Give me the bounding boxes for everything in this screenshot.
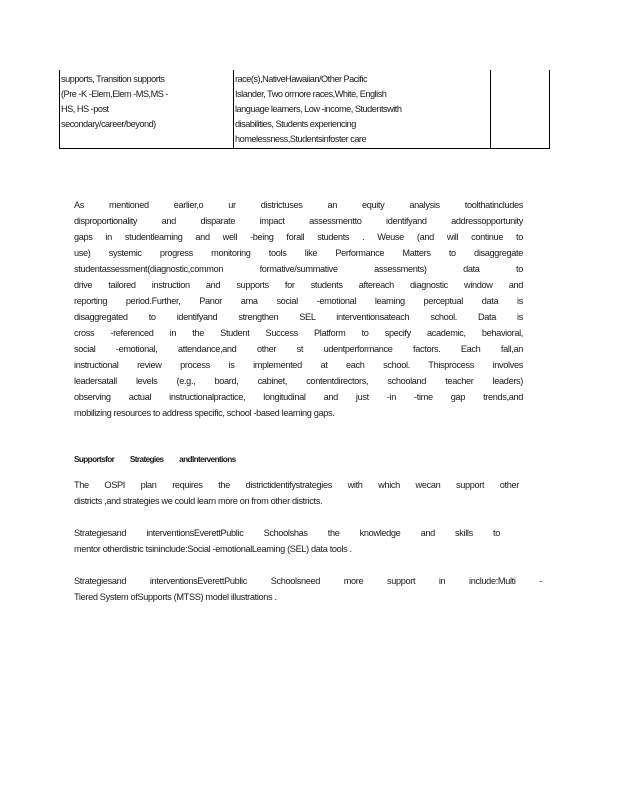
table-cell-student-groups <box>234 70 491 149</box>
text-line: districts ,and strategies we could learn more on from other districts. <box>74 496 323 506</box>
text-line: disproportionality and disparate impact assessmentto identifyand addressopportunity <box>74 216 523 226</box>
cell-line: supports, Transition supports <box>61 74 165 84</box>
table-cell-empty <box>491 70 550 149</box>
text-line: The OSPI plan requires the districtidentifystrategies with which wecan support other <box>74 480 519 490</box>
table-fragment <box>59 70 550 149</box>
text-line: reporting period.Further, Panor ama social -emotional learning perceptual data is <box>74 296 523 306</box>
table-cell-supports <box>60 70 234 149</box>
text-line: observing actual instructionalpractice, longitudinal and just -in -time gap trends,and <box>74 392 523 402</box>
text-line: Strategiesand interventionsEverettPublic Schoolsneed more support in include:Multi - <box>74 576 542 586</box>
text-line: social -emotional, attendance,and other st udentperformance factors. Each fall,an <box>74 344 523 354</box>
cell-line: homelessness,Studentsinfoster care <box>235 134 367 144</box>
cell-line: race(s),NativeHawaiian/Other Pacific <box>235 74 368 84</box>
text-line: disaggregated to identifyand strengthen SEL interventionsateach school. Data is <box>74 312 523 322</box>
text-line: studentassessment(diagnostic,common formative/summative assessments) data to <box>74 264 523 274</box>
strategies-support-needed-paragraph <box>74 573 542 605</box>
text-line: drive tailored instruction and supports for students aftereach diagnostic window and <box>74 280 523 290</box>
equity-analysis-paragraph <box>74 197 523 421</box>
cell-line: secondary/career/beyond) <box>61 119 156 129</box>
text-line: gaps in studentlearning and well -being forall students . Weuse (and will continue to <box>74 232 523 242</box>
cell-line: disabilities, Students experiencing <box>235 119 356 129</box>
text-line: mobilizing resources to address specific, school -based learning gaps. <box>74 408 335 418</box>
text-line: instructional review process is implemented at each school. Thisprocess involves <box>74 360 523 370</box>
text-line: leadersatall levels (e.g., board, cabinet, contentdirectors, schooland teacher leaders) <box>74 376 523 386</box>
text-line: mentor otherdistric tsininclude:Social -emotionalLearning (SEL) data tools . <box>74 544 352 554</box>
text-line: cross -referenced in the Student Success Platform to specify academic, behavioral, <box>74 328 523 338</box>
section-heading: Supportsfor Strategies andInterventions <box>74 455 236 464</box>
ospi-plan-paragraph <box>74 477 519 509</box>
text-line: Tiered System ofSupports (MTSS) model illustrations . <box>74 592 277 602</box>
cell-line: HS, HS -post <box>61 104 109 114</box>
text-line: As mentioned earlier,o ur districtuses an equity analysis toolthatincludes <box>74 200 523 210</box>
cell-line: language learners, Low -income, Studentswith <box>235 104 402 114</box>
text-line: Strategiesand interventionsEverettPublic Schoolshas the knowledge and skills to <box>74 528 500 538</box>
cell-line: (Pre -K -Elem,Elem -MS,MS - <box>61 89 168 99</box>
table-row <box>60 70 550 149</box>
cell-line: Islander, Two ormore races,White, English <box>235 89 387 99</box>
text-line: use) systemic progress monitoring tools like Performance Matters to disaggregate <box>74 248 523 258</box>
strategies-knowledge-paragraph <box>74 525 500 557</box>
